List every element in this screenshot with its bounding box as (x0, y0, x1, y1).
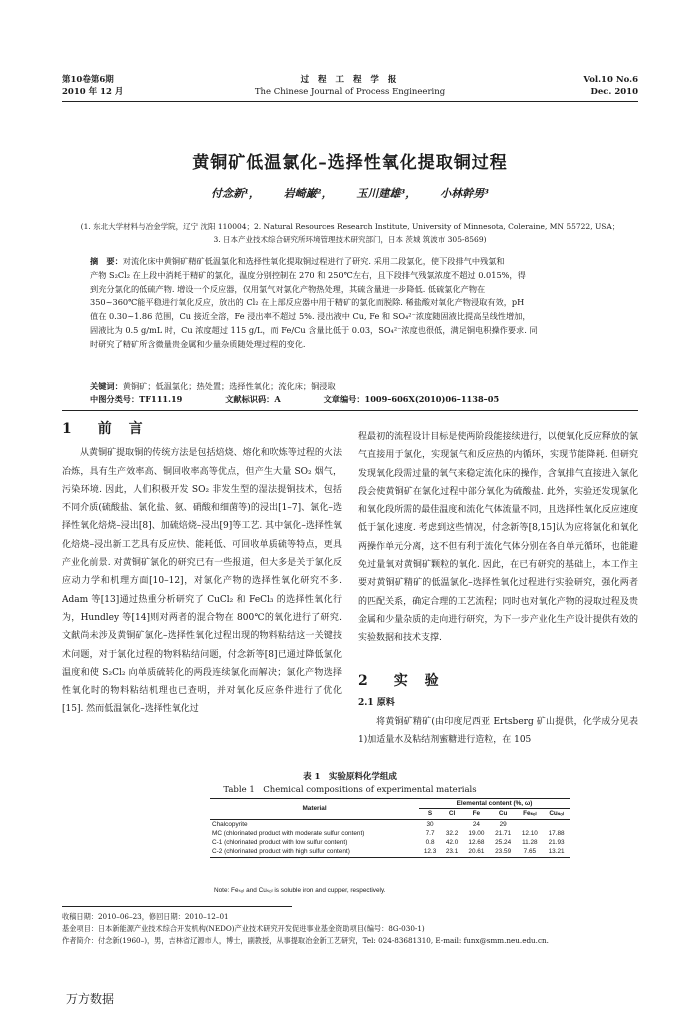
article-number: 文章编号：1009–606X(2010)06–1138–05 (323, 394, 500, 404)
clc-number: 中图分类号：TF111.19 (90, 394, 183, 404)
affiliation-line: 3. 日本产业技术综合研究所环境管理技术研究部门，日本 茨城 筑波市 305-8569) (213, 235, 487, 244)
right-column (358, 428, 638, 749)
header-journal (240, 74, 460, 98)
table-cell: 29 (499, 820, 507, 828)
table-cell: 32.2 (445, 829, 459, 837)
keywords-label: 关键词： (90, 381, 123, 391)
header-vol-en: Vol.10 No.6 (583, 75, 638, 85)
table-cell (517, 819, 544, 829)
author-list (62, 185, 638, 201)
keywords (90, 380, 638, 393)
table-cell-material: C-2 (chlorinated product with high sulfur content) (210, 847, 419, 857)
table-cell: 11.28 (522, 839, 538, 847)
table-cell: 23.59 (490, 847, 517, 857)
header-volume-info (62, 74, 123, 98)
journal-name-en: The Chinese Journal of Process Engineering (254, 87, 446, 97)
author: 小林幹男³ (440, 187, 489, 200)
abstract (90, 255, 638, 352)
table-col-header: Fe (463, 809, 490, 819)
table-cell: 12.68 (468, 839, 485, 847)
subsection-heading: 2.1 原料 (358, 698, 395, 709)
table-cell: 0.8 (425, 839, 435, 847)
section-heading: 1 前 言 (62, 421, 149, 437)
abstract-text: 固液比为 0.5 g/mL 时，Cu 浓度超过 115 g/L，而 Fe/Cu 含量比低于 0.03，SO₄²⁻浓度也很低，满足铜电积操作要求. 同 (90, 324, 538, 335)
abstract-text: 产物 S₂Cl₂ 在上段中消耗于精矿的氯化，温度分别控制在 270 和 250℃左右，且下段排气残氯浓度不超过 0.015%，得 (90, 269, 526, 280)
table-cell: 12.3 (419, 847, 441, 857)
table-col-header: Cuₛₒₗ (543, 809, 570, 819)
paper-title: 黄铜矿低温氯化–选择性氧化提取铜过程 (192, 153, 508, 173)
table-cell: 12.10 (521, 829, 538, 837)
table-col-header: Cu (490, 809, 517, 819)
abstract-text: 对流化床中黄铜矿精矿低温氯化和选择性氧化提取铜过程进行了研究. 采用二段氯化，使下段排气中残氯和 (122, 256, 505, 266)
table-cell: 7.65 (517, 847, 544, 857)
table-col-header: Cl (441, 809, 463, 819)
table-cell-material: MC (chlorinated product with moderate sulfur content) (212, 829, 365, 837)
journal-name-cn: 过 程 工 程 学 报 (300, 75, 400, 85)
table-cell (543, 819, 570, 829)
table-caption-cn: 表 1 实验原料化学组成 (303, 772, 397, 782)
table-col-header: Feₛₒₗ (517, 809, 544, 819)
table-cell: 24 (472, 820, 480, 828)
footnotes (62, 911, 638, 947)
table-note: Note: Feₛₒₗ and Cuₛₒₗ is soluble iron and cupper, respectively. (214, 887, 386, 894)
table-cell: 20.61 (463, 847, 490, 857)
body-paragraph: 从黄铜矿提取铜的传统方法是包括焙烧、熔化和吹炼等过程的火法冶炼，具有生产效率高、铜回收率高等优点，但产生大量 SO₂ 烟气，污染环境. 因此，人们积极开发 SO₂ 非发生型的湿法提铜技术，包括不同介质(硫酸盐、氯化盐、氨、硝酸和细菌等)的浸出[1–7]、氯化–选择性氧化焙烧–浸出[8]、加硫焙烧–浸出[9]等工艺. 其中氯化–选择性氧化焙烧–浸出新工艺具有反应快、能耗低、可回收单质硫等特点，更具产业化前景. 对黄铜矿氯化的研究已有一些报道，但大多是关于氯化反应动力学和机理方面[10–12]，对氯化产物的选择性氧化研究不多. Adam 等[13]通过热重分析研究了 CuCl₂ 和 FeCl₃ 的选择性氧化行为，Hundley 等[14]则对两者的混合物在 800℃的氧化进行了研究. 文献尚未涉及黄铜矿氯化–选择性氧化过程出现的物料粘结这一关键技术问题，对于氯化过程的物料粘结问题，付念新等[8]已通过降低氯化温度和使 S₂Cl₂ 向单质硫转化的两段连续氯化而解决；氯化产物选择性氧化时的物料粘结机理也已查明，并对氧化反应条件进行了优化[15]. 然而低温氯化–选择性氧化过 (62, 448, 342, 715)
body-paragraph: 程最初的流程设计目标是使两阶段能接续进行，以便氧化反应释放的氯气直接用于氯化，实现氯气和反应热的内循环，实现节能降耗. 但研究发现氧化段需过量的氧气来稳定流化床的操作，含氧排气直接进入氯化段会使黄铜矿在氯化过程中部分氧化为硫酸盐. 此外，实验还发现氯化和氧化段所需的最佳温度和流化气体流量不同，且选择性氧化反应速度低于氯化速度. 考虑到这些情况，付念新等[8,15]认为应将氯化和氧化两操作单元分离，这不但有利于流化气体分别在各自单元循环，也能避免过量氧对黄铜矿颗粒的氧化. 因此，在已有研究的基础上，本工作主要对黄铜矿精矿的低温氯化–选择性氧化过程进行实验研究，强化两者的匹配关系，确定合理的工艺流程；同时也对氧化产物的浸取过程及贵金属和少量杂质的走向进行研究，为下一步产业化生产设计提供有效的实验数据和技术支撑. (358, 432, 638, 644)
header-issue-info (583, 74, 638, 98)
body-paragraph: 将黄铜矿精矿(由印度尼西亚 Ertsberg 矿山提供，化学成分见表 1)加适量水及粘结剂蜜糖进行造粒，在 105 (358, 716, 638, 745)
author: 岩崎巌²， (283, 187, 333, 200)
table-cell: 42.0 (445, 839, 459, 847)
table-cell: 30 (426, 820, 434, 828)
left-column (62, 420, 342, 778)
document-code: 文献标识码：A (225, 394, 281, 404)
table-col-header: S (419, 809, 441, 819)
table-header-material: Material (210, 799, 419, 820)
footnote-rule (62, 906, 292, 907)
table-cell: 13.21 (543, 847, 570, 857)
table-cell: 25.24 (495, 839, 512, 847)
table-row (210, 838, 570, 847)
abstract-text: 350~360℃能平稳进行氧化反应，放出的 Cl₂ 在上部反应器中用于精矿的氯化而脱除. 稀盐酸对氧化产物浸取有效，pH (90, 297, 525, 308)
header-volume: 第10卷第6期 (62, 75, 114, 85)
footnote-received: 收稿日期：2010–06–23，修回日期：2010–12–01 (62, 912, 229, 921)
table-cell (441, 819, 463, 829)
abstract-label: 摘 要： (90, 256, 123, 266)
table-cell: 17.88 (548, 829, 565, 837)
table-header-group: Elemental content (%, ω) (419, 799, 570, 809)
footnote-fund: 基金项目：日本新能源产业技术综合开发机构(NEDO)产业技术研究开发促进事业基金资助项目(编号：8G-030-1) (62, 924, 425, 933)
footnote-author: 作者简介：付念新(1960–)，男，吉林省辽源市人，博士，副教授，从事提取冶金新工艺研究，Tel: 024-83681310, E-mail: funx@smm.neu.edu.cn. (62, 936, 549, 945)
table-cell-material: C-1 (chlorinated product with low sulfur content) (212, 839, 348, 847)
header-rule (62, 101, 638, 102)
affiliations (62, 220, 638, 246)
abstract-rule (62, 410, 638, 411)
table-row (210, 819, 570, 829)
section-heading: 2 实 验 (358, 673, 445, 689)
keywords-text: 黄铜矿；低温氯化；热处置；选择性氧化；流化床；铜浸取 (122, 381, 336, 391)
table-cell: 21.71 (495, 829, 512, 837)
classification-line (90, 393, 638, 406)
watermark: 万方数据 (66, 992, 115, 1006)
table-caption-en: Table 1 Chemical compositions of experimental materials (223, 785, 477, 795)
table-row (210, 829, 570, 838)
table-cell: 21.93 (548, 839, 565, 847)
author: 付念新¹， (211, 187, 260, 200)
affiliation-line: (1. 东北大学材料与冶金学院，辽宁 沈阳 110004；2. Natural Resources Research Institute, University of Minnesota, Coleraine, MN 55722, USA； (80, 222, 620, 231)
table-cell: 7.7 (425, 829, 435, 837)
author: 玉川建雄³， (356, 187, 417, 200)
header-date-en: Dec. 2010 (590, 87, 638, 97)
table-cell: 19.00 (468, 829, 485, 837)
table-row (210, 847, 570, 857)
composition-table (210, 798, 570, 858)
abstract-text: 值在 0.30~1.86 范围，Cu 接近全溶，Fe 浸出率不超过 5%. 浸出液中 Cu, Fe 和 SO₄²⁻浓度随固液比提高呈线性增加， (90, 311, 531, 322)
header-date-cn: 2010 年 12 月 (62, 87, 124, 97)
abstract-text: 时研究了精矿所含微量贵金属和少量杂质随处理过程的变化. (90, 338, 306, 349)
abstract-text: 到充分氯化的低硫产物. 增设一个反应器，仅用氯气对氯化产物热处理，其硫含量进一步降低. 低硫氯化产物在 (90, 283, 486, 294)
table-cell-material: Chalcopyrite (212, 820, 248, 828)
table-cell: 23.1 (441, 847, 463, 857)
